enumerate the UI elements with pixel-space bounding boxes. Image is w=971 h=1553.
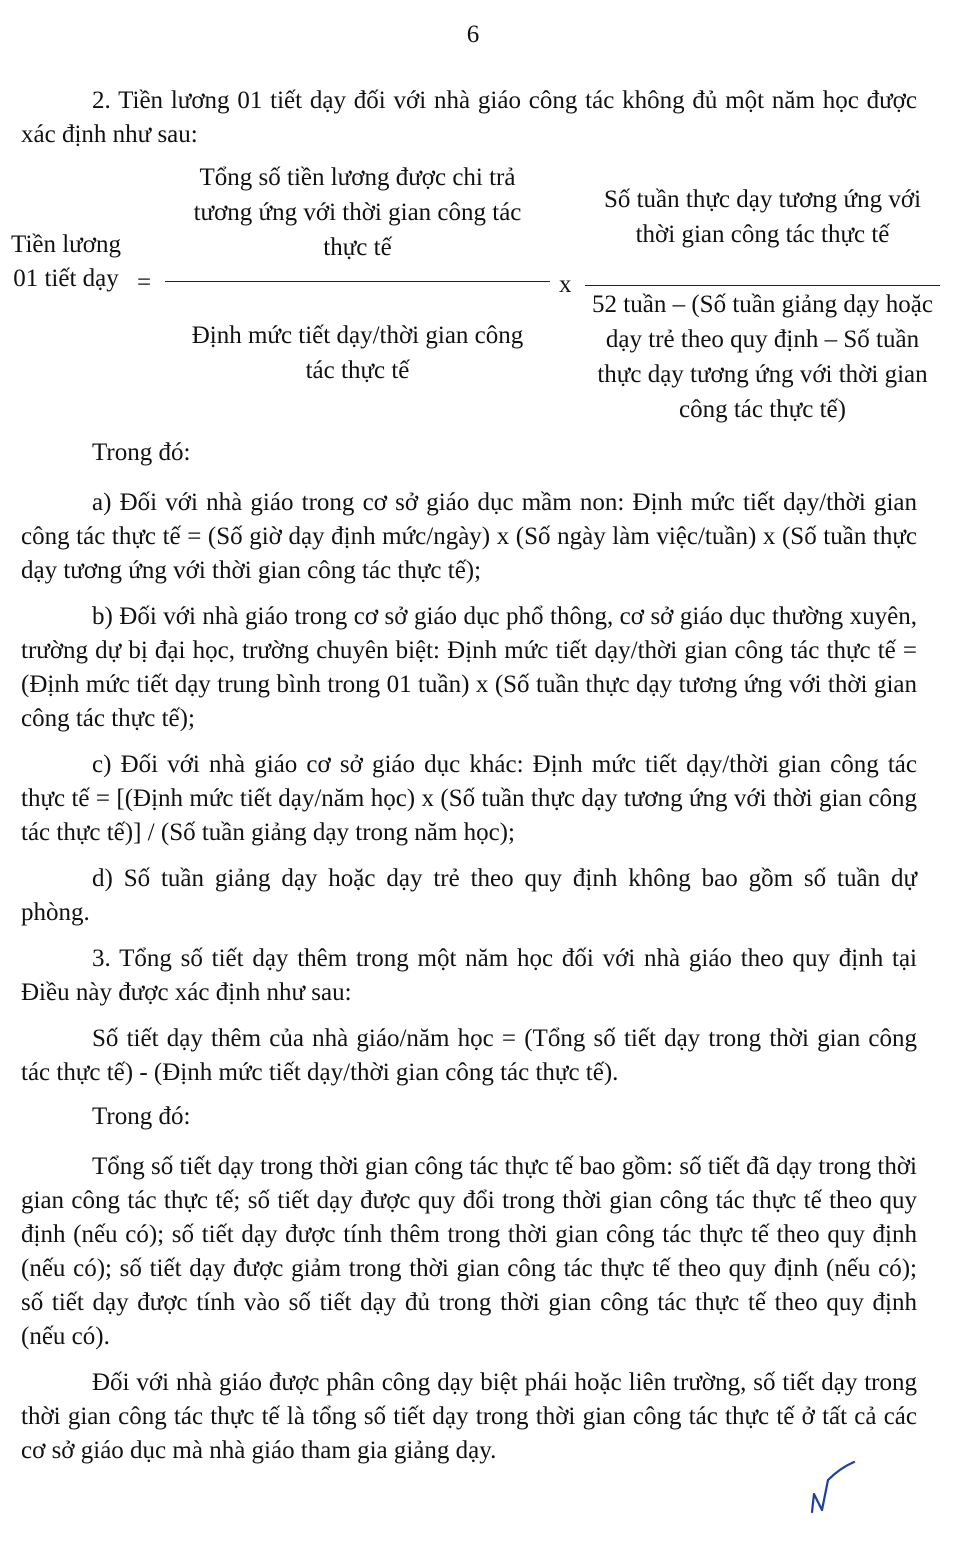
- section2-intro: 2. Tiền lương 01 tiết dạy đối với nhà giáo công tác không đủ một năm học được xác định như sau:: [21, 87, 917, 148]
- item-a: a) Đối với nhà giáo trong cơ sở giáo dục mầm non: Định mức tiết dạy/thời gian công tác thực tế = (Số giờ dạy định mức/ngày) x (Số ngày làm việc/tuần) x (Số tuần thực dạy tương ứng với thời gian công tác thực tế);: [21, 489, 917, 584]
- fraction2-numerator: Số tuần thực dạy tương ứng với thời gian công tác thực tế: [603, 186, 922, 248]
- times-sign: x: [559, 271, 572, 298]
- section3-intro: 3. Tổng số tiết dạy thêm trong một năm học đối với nhà giáo theo quy định tại Điều này được xác định như sau:: [21, 945, 917, 1006]
- section3-formula: Số tiết dạy thêm của nhà giáo/năm học = (Tổng số tiết dạy trong thời gian công tác thực tế) - (Định mức tiết dạy/thời gian công tác thực tế).: [21, 1025, 917, 1086]
- fraction1-bar: [165, 281, 550, 282]
- fraction1-numerator: Tổng số tiền lương được chi trả tương ứng với thời gian công tác thực tế: [193, 164, 522, 261]
- page-number: 6: [466, 21, 480, 48]
- fraction2-denominator: 52 tuần – (Số tuần giảng dạy hoặc dạy trẻ theo quy định – Số tuần thực dạy tương ứng với thời gian công tác thực tế): [592, 291, 933, 423]
- section3-para1: Tổng số tiết dạy trong thời gian công tác thực tế bao gồm: số tiết đã dạy trong thời gian công tác thực tế; số tiết dạy được quy đổi trong thời gian công tác thực tế theo quy định (nếu có); số tiết dạy được tính thêm trong thời gian công tác thực tế theo quy định (nếu có); số tiết dạy được giảm trong thời gian công tác thực tế theo quy định (nếu có); số tiết dạy được tính vào số tiết dạy đủ trong thời gian công tác thực tế theo quy định (nếu có).: [21, 1153, 917, 1350]
- item-d: d) Số tuần giảng dạy hoặc dạy trẻ theo quy định không bao gồm số tuần dự phòng.: [21, 865, 917, 926]
- equals-sign: =: [137, 269, 152, 296]
- item-c: c) Đối với nhà giáo cơ sở giáo dục khác: Định mức tiết dạy/thời gian công tác thực tế = [(Định mức tiết dạy/năm học) x (Số tuần thực dạy tương ứng với thời gian công tác thực tế)] / (Số tuần giảng dạy trong năm học);: [21, 751, 917, 846]
- initial-signature-icon: [800, 1460, 860, 1532]
- formula-lhs: Tiền lương 01 tiết dạy: [11, 231, 121, 292]
- fraction2-bar: [585, 285, 940, 286]
- fraction1-denominator: Định mức tiết dạy/thời gian công tác thực tế: [191, 322, 524, 384]
- section2-where: Trong đó:: [92, 439, 191, 466]
- item-b: b) Đối với nhà giáo trong cơ sở giáo dục phổ thông, cơ sở giáo dục thường xuyên, trường dự bị đại học, trường chuyên biệt: Định mức tiết dạy/thời gian công tác thực tế = (Định mức tiết dạy trung bình trong 01 tuần) x (Số tuần thực dạy tương ứng với thời gian công tác thực tế);: [21, 603, 917, 732]
- section3-where: Trong đó:: [92, 1103, 191, 1130]
- section3-para2: Đối với nhà giáo được phân công dạy biệt phái hoặc liên trường, số tiết dạy trong thời gian công tác thực tế là tổng số tiết dạy trong thời gian công tác thực tế ở tất cả các cơ sở giáo dục mà nhà giáo tham gia giảng dạy.: [21, 1369, 917, 1464]
